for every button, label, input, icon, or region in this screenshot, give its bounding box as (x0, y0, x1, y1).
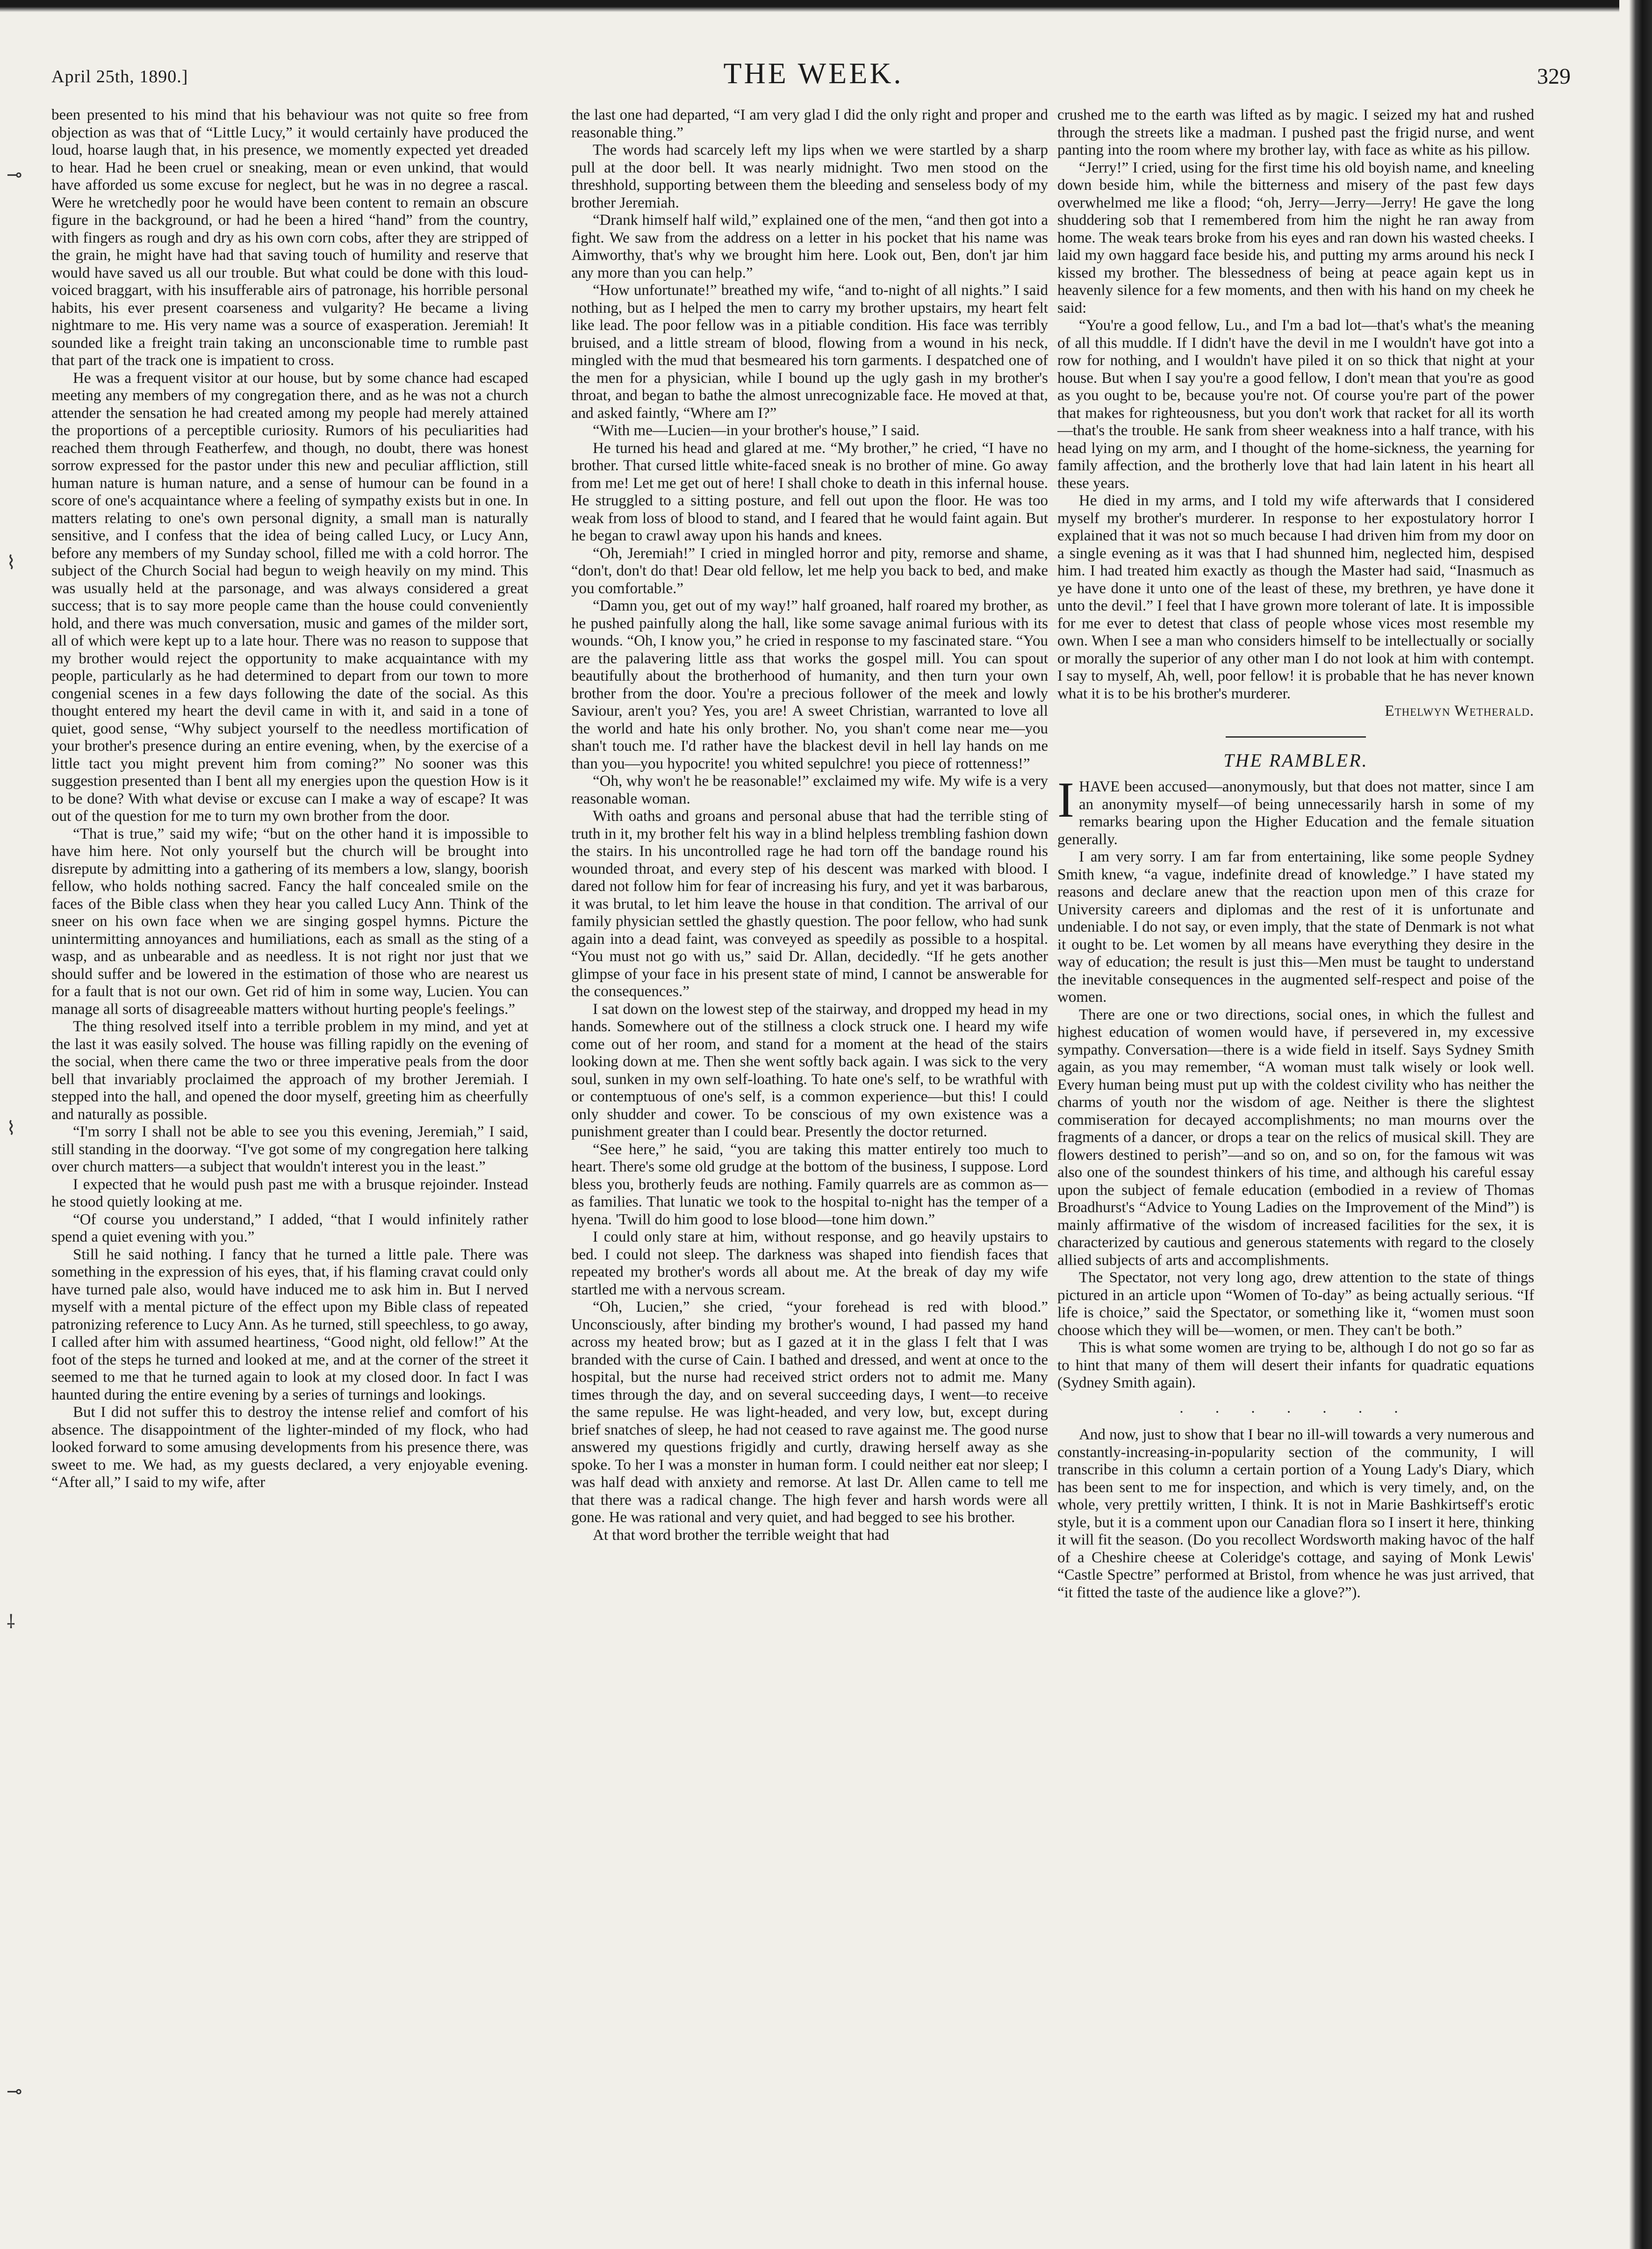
paragraph: He was a frequent visitor at our house, but by some chance had escaped meeting any members of my congregation there, and as he was not a church attender the sensation he had created among my people had merely attained the proportions of a perceptible curiosity. Rumors of his peculiarities had reached them through Featherfew, and though, no doubt, there was honest sorrow expressed for the pastor under this new and peculiar affliction, still human nature is human nature, and a sense of humour can be found in a score of one's acquaintance where a feeling of sympathy exists but in one. In matters relating to one's own personal dignity, a small man is naturally sensitive, and I confess that the idea of being called Lucy, or Lucy Ann, before any members of my Sunday school, filled me with a cold horror. The subject of the Church Social had begun to weigh heavily on my mind. This was usually held at the parsonage, and was always considered a great success; that is to say more people came than the house could conveniently hold, and there was much conversation, music and games of the milder sort, all of which were kept up to a late hour. There was no reason to suppose that my brother would reject the opportunity to make acquaintance with my people, particularly as he had determined to depart from our town to more congenial scenes in a few days following the date of the social. As this thought entered my heart the devil came in with it, and said in a tone of quiet, good sense, “Why subject yourself to the needless mortification of your brother's presence during an entire evening, when, by the exercise of a little tact you might prevent him from coming?” No sooner was this suggestion presented than I bent all my energies upon the question How is it to be done? With what devise or excuse can I make a way of escape? It was out of the question for me to turn my own brother from the door. (51, 369, 528, 825)
paragraph: There are one or two directions, social ones, in which the fullest and highest education of women would have, if persevered in, my excessive sympathy. Conversation—there is a wide field in itself. Says Sydney Smith again, as you may remember, “A woman must talk wisely or look well. Every human being must put up with the coldest civility who has neither the charms of youth nor the wisdom of age. Neither is there the slightest commiseration for decayed accomplishments; no man mourns over the fragments of a dancer, or drops a tear on the relics of musical skill. They are flowers destined to perish”—and so on, and so on, for the famous wit was also one of the soundest thinkers of his time, and although his careful essay upon the subject of female education (embodied in a review of Thomas Broadhurst's “Advice to Young Ladies on the Improvement of the Mind”) is mainly affirmative of the wisdom of increased facilities for the sex, it is characterized by cautious and generous statements with regard to the closely allied subjects of arts and accomplishments. (1057, 1006, 1534, 1269)
paragraph: But I did not suffer this to destroy the intense relief and comfort of his absence. The disappointment of the lighter-minded of my flock, who had looked forward to some amusing developments from his presence there, was sweet to me. We had, as my guests declared, a very enjoyable evening. “After all,” I said to my wife, after (51, 1404, 528, 1491)
paragraph: “I'm sorry I shall not be able to see you this evening, Jeremiah,” I said, still standing in the doorway. “I've got some of my congregation here talking over church matters—a subject that wouldn't interest you in the least.” (51, 1123, 528, 1175)
paragraph: “Oh, Lucien,” she cried, “your forehead is red with blood.” Unconsciously, after binding my brother's wound, I had passed my hand across my heated brow; but as I gazed at it in the glass I felt that I was branded with the curse of Cain. I bathed and dressed, and went at once to the hospital, but the nurse had received strict orders not to admit me. Many times through the day, and on several succeeding days, I went—to receive the same repulse. He was light-headed, and very low, but, except during brief snatches of sleep, he had not ceased to rave against me. The good nurse answered my questions frigidly and curtly, drawing herself away as she spoke. To her I was a monster in human form. I could neither eat nor sleep; I was half dead with anxiety and remorse. At last Dr. Allen came to tell me that there was a radical change. The high fever and harsh words were all gone. He was rational and very quiet, and had begged to see his brother. (571, 1299, 1048, 1526)
paragraph: “With me—Lucien—in your brother's house,” I said. (593, 422, 920, 439)
author-signature: Ethelwyn Wetherald. (1385, 703, 1534, 719)
paragraph: “Oh, why won't he be reasonable!” exclaimed my wife. My wife is a very reasonable woman. (571, 773, 1048, 807)
paragraph: I could only stare at him, without response, and go heavily upstairs to bed. I could not sleep. The darkness was shaped into fiendish faces that repeated my brother's words all about me. At the break of day my wife startled me with a nervous scream. (571, 1229, 1048, 1298)
page-number: 329 (1537, 64, 1571, 89)
paragraph: The Spectator, not very long ago, drew attention to the state of things pictured in an article upon “Women of To-day” as being actually serious. “If life is choice,” said the Spectator, or something like it, “women must soon choose which they will be—women, or men. They can't be both.” (1057, 1269, 1534, 1339)
paragraph: This is what some women are trying to be, although I do not go so far as to hint that many of them will desert their infants for quadratic equations (Sydney Smith again). (1057, 1339, 1534, 1391)
paragraph: I am very sorry. I am far from entertaining, like some people Sydney Smith knew, “a vague, indefinite dread of knowledge.” I have stated my reasons and declare anew that the reaction upon men of this craze for University careers and diplomas and the rest of it is unfortunate and undeniable. I do not say, or even imply, that the state of Denmark is not what it ought to be. Let women by all means have everything they desire in the way of education; the result is just this—Men must be taught to understand the inevitable consequences in the augmented self-respect and poise of the women. (1057, 848, 1534, 1006)
margin-mark: ⊸ (7, 2081, 22, 2102)
paragraph: He turned his head and glared at me. “My brother,” he cried, “I have no brother. That cursed little white-faced sneak is no brother of mine. Go away from me! Let me get out of here! I shall choke to death in this infernal house. He struggled to a sitting posture, and fell out upon the floor. He was too weak from loss of blood to stand, and I feared that he would faint again. But he began to crawl away upon his hands and knees. (571, 439, 1048, 544)
opening-paragraph (1057, 772, 1534, 848)
paragraph: He died in my arms, and I told my wife afterwards that I considered myself my brother's murderer. In response to her expostulatory horror I explained that it was not so much because I had driven him from my door on a single evening as it was that I had shunned him, neglected him, despised him. I had treated him exactly as though the Master had said, “Inasmuch as ye have done it unto one of the least of these, my brethren, ye have done it unto the devil.” I feel that I have grown more tolerant of late. It is impossible for me ever to detest that class of people whose vices most resemble my own. When I see a man who considers himself to be intellectually or socially or morally the superior of any other man I do not look at him with contempt. I say to myself, Ah, well, poor fellow! it is probable that he has never known what it is to be his brother's murderer. (1057, 492, 1534, 702)
paragraph: The words had scarcely left my lips when we were startled by a sharp pull at the door bell. It was nearly midnight. Two men stood on the threshhold, supporting between them the bleeding and senseless body of my brother Jeremiah. (571, 142, 1048, 211)
paragraph: “Damn you, get out of my way!” half groaned, half roared my brother, as he pushed painfully along the hall, like some savage animal furious with its wounds. “Oh, I know you,” he cried in response to my fascinated stare. “You are the palavering little ass that works the gospel mill. You can spout beautifully about the brotherhood of humanity, and then turn your own brother from the door. You're a precious follower of the meek and lowly Saviour, aren't you? Yes, you are! A sweet Christian, warranted to love all the world and hate his only brother. No, you shan't come near me—you shan't touch me. I'd rather have the blackest devil in hell lay hands on me than you—you hypocrite! you whited sepulchre! you piece of rottenness!” (571, 597, 1048, 772)
journal-title: THE WEEK. (723, 57, 904, 90)
paragraph: “Of course you understand,” I added, “that I would infinitely rather spend a quiet evening with you.” (51, 1211, 528, 1245)
paragraph: “Oh, Jeremiah!” I cried in mingled horror and pity, remorse and shame, “don't, don't do that! Dear old fellow, let me help you back to bed, and make you comfortable.” (571, 545, 1048, 597)
text-column-2 (571, 107, 1048, 2192)
text-column-1 (51, 107, 528, 2192)
margin-mark: ⸸ (7, 1611, 15, 1632)
scan-edge-top (0, 0, 1652, 12)
paragraph: “That is true,” said my wife; “but on the other hand it is impossible to have him here. Not only yourself but the church will be brought into disrepute by admitting into a gathering of its members a low, slangy, boorish fellow, who holds nothing sacred. Fancy the half concealed smile on the faces of the Bible class when they hear you called Lucy Ann. Think of the sneer on his own face when we are singing gospel hymns. Picture the unintermitting annoyances and humiliations, each as small as the sting of a wasp, and as unbearable and as needless. It is not right nor just that we should suffer and be lowered in the estimation of those who are nearest us for a fault that is not our own. Get rid of him in some way, Lucien. You can manage all sorts of disagreeable matters without hurting people's feelings.” (51, 825, 528, 1018)
margin-mark: ⌇ (7, 552, 16, 573)
paragraph: And now, just to show that I bear no ill-will towards a very numerous and constantly-increasing-in-popularity section of the community, I will transcribe in this column a certain portion of a Young Lady's Diary, which has been sent to me for inspection, and which is very timely, and, on the whole, very prettily written, I think. It is not in Marie Bashkirtseff's erotic style, but it is a comment upon our Canadian flora so I insert it here, thinking it will fit the season. (Do you recollect Wordsworth making havoc of the half of a Cheshire cheese at Coleridge's cottage, and saying of Monk Lewis' “Castle Spectre” performed at Bristol, from whence he was just arrived, that “it fitted the taste of the audience like a glove?”). (1057, 1426, 1534, 1601)
text-column-3 (1057, 107, 1534, 2192)
paragraph: “How unfortunate!” breathed my wife, “and to-night of all nights.” I said nothing, but as I helped the men to carry my brother upstairs, my heart felt like lead. The poor fellow was in a pitiable condition. His face was terribly bruised, and a little stream of blood, flowing from a wound in his neck, mingled with the mud that besmeared his torn garments. I despatched one of the men for a physician, while I bound up the ugly gash in my brother's throat, and began to bathe the almost unrecognizable face. He moved at that, and asked faintly, “Where am I?” (571, 282, 1048, 422)
paragraph: With oaths and groans and personal abuse that had the terrible sting of truth in it, my brother felt his way in a blind helpless trembling fashion down the stairs. In his uncontrolled rage he had torn off the bandage round his wounded throat, and every step of his descent was marked with blood. I dared not follow him for fear of increasing his fury, and yet it was barbarous, it was brutal, to let him leave the house in that condition. The arrival of our family physician settled the ghastly question. The poor fellow, who had sunk again into a dead faint, was conveyed as speedily as possible to a hospital. “You must not go with us,” said Dr. Allan, decidedly. “If he gets another glimpse of your face in his present state of mind, I cannot be answerable for the consequences.” (571, 808, 1048, 1000)
drop-cap: I (1057, 772, 1074, 828)
paragraph: I sat down on the lowest step of the stairway, and dropped my head in my hands. Somewhere out of the stillness a clock struck one. I heard my wife come out of her room, and stand for a moment at the head of the stairs looking down at me. Then she went softly back again. I was sick to the very soul, sunken in my own self-loathing. To hate one's self, to be wrathful with or contemptuous of one's self, is a common experience—but this! I could only shudder and cower. To be conscious of my own existence was a punishment greater than I could bear. Presently the doctor returned. (571, 1000, 1048, 1140)
margin-mark: ⊸ (7, 164, 22, 185)
paragraph: “Drank himself half wild,” explained one of the men, “and then got into a fight. We saw from the address on a letter in his pocket that his name was Aimworthy, that's why we brought him here. Look out, Ben, don't jar him any more than you can help.” (571, 212, 1048, 281)
paragraph: The thing resolved itself into a terrible problem in my mind, and yet at the last it was easily solved. The house was filling rapidly on the evening of the social, when there came the two or three imperative peals from the door bell that invariably proclaimed the approach of my brother Jeremiah. I stepped into the hall, and opened the door myself, greeting him as cheerfully and naturally as possible. (51, 1018, 528, 1123)
running-head (51, 56, 1575, 93)
paragraph: “You're a good fellow, Lu., and I'm a bad lot—that's what's the meaning of all this muddle. If I didn't have the devil in me I wouldn't have got into a row for nothing, and I wouldn't have piled it on so thick that night at your house. But when I say you're a good fellow, I don't mean that you're as good as you ought to be, because you're not. Of course you're part of the power that makes for righteousness, but you don't work that racket for all its worth—that's the trouble. He sank from sheer weakness into a half trance, with his head lying on my arm, and I thought of the home-sickness, the yearning for family affection, and the brotherly love that had lain latent in his heart all these years. (1057, 317, 1534, 492)
paragraph-text: HAVE been accused—anonymously, but that does not matter, since I am an anonymity myself—of being unnecessarily harsh in some of my remarks bearing upon the Higher Education and the female situation generally. (1057, 778, 1534, 848)
paragraph: crushed me to the earth was lifted as by magic. I seized my hat and rushed through the streets like a madman. I pushed past the frigid nurse, and went panting into the room where my brother lay, with face as white as his pillow. (1057, 107, 1534, 158)
paragraph: the last one had departed, “I am very glad I did the only right and proper and reasonable thing.” (571, 107, 1048, 141)
ellipsis-separator: . . . . . . . (1179, 1399, 1412, 1416)
paragraph: At that word brother the terrible weight that had (593, 1526, 890, 1544)
section-divider (1226, 736, 1366, 738)
paragraph: “See here,” he said, “you are taking this matter entirely too much to heart. There's some old grudge at the bottom of the business, I suppose. Lord bless you, brotherly feuds are nothing. Family quarrels are as common as—as families. That lunatic we took to the hospital to-night has the temper of a hyena. 'Twill do him good to lose blood—tone him down.” (571, 1141, 1048, 1228)
scan-edge-right (1619, 0, 1652, 2249)
paragraph: “Jerry!” I cried, using for the first time his old boyish name, and kneeling down beside him, while the bitterness and misery of the past few days overwhelmed me like a flood; “oh, Jerry—Jerry—Jerry! He gave the long shuddering sob that I remembered from him the night he ran away from home. The weak tears broke from his eyes and ran down his wasted cheeks. I laid my own haggard face beside his, and putting my arms around his neck I kissed my brother. The blessedness of being at peace again kept us in heavenly silence for a few moments, and then with his hand on my cheek he said: (1057, 159, 1534, 316)
paragraph: Still he said nothing. I fancy that he turned a little pale. There was something in the expression of his eyes, that, if his flaming cravat could only have turned pale also, would have induced me to ask him in. But I nerved myself with a mental picture of the effect upon my Bible class of repeated patronizing reference to Lucy Ann. As he turned, still speechless, to go away, I called after him with assumed heartiness, “Good night, old fellow!” At the foot of the steps he turned and looked at me, and at the corner of the street it seemed to me that he turned again to look at my closed door. In fact I was haunted during the entire evening by a series of turnings and lookings. (51, 1246, 528, 1403)
issue-date: April 25th, 1890.] (51, 67, 188, 86)
paragraph: I expected that he would push past me with a brusque rejoinder. Instead he stood quietly looking at me. (51, 1176, 528, 1210)
paragraph: been presented to his mind that his behaviour was not quite so free from objection as was that of “Little Lucy,” it would certainly have produced the loud, hoarse laugh that, in his presence, we momently expected yet dreaded to hear. Had he been cruel or sneaking, mean or even unkind, that would have afforded us some excuse for neglect, but he was in no degree a rascal. Were he wretchedly poor he would have been content to remain an obscure figure in the background, or had he been a hired “hand” from the country, with fingers as rough and dry as his own corn cobs, after they are stripped of the grain, he might have had that saving touch of humility and reserve that would have saved us all our trouble. But what could be done with this loud-voiced braggart, with his insufferable airs of patronage, his horrible personal habits, his ever present coarseness and vulgarity? He became a living nightmare to me. His very name was a source of exasperation. Jeremiah! It sounded like a freight train taking an unconscionable time to rumble past that part of the track one is impatient to cross. (51, 107, 528, 369)
section-heading: THE RAMBLER. (1223, 749, 1368, 771)
margin-mark: ⌇ (7, 1118, 16, 1139)
